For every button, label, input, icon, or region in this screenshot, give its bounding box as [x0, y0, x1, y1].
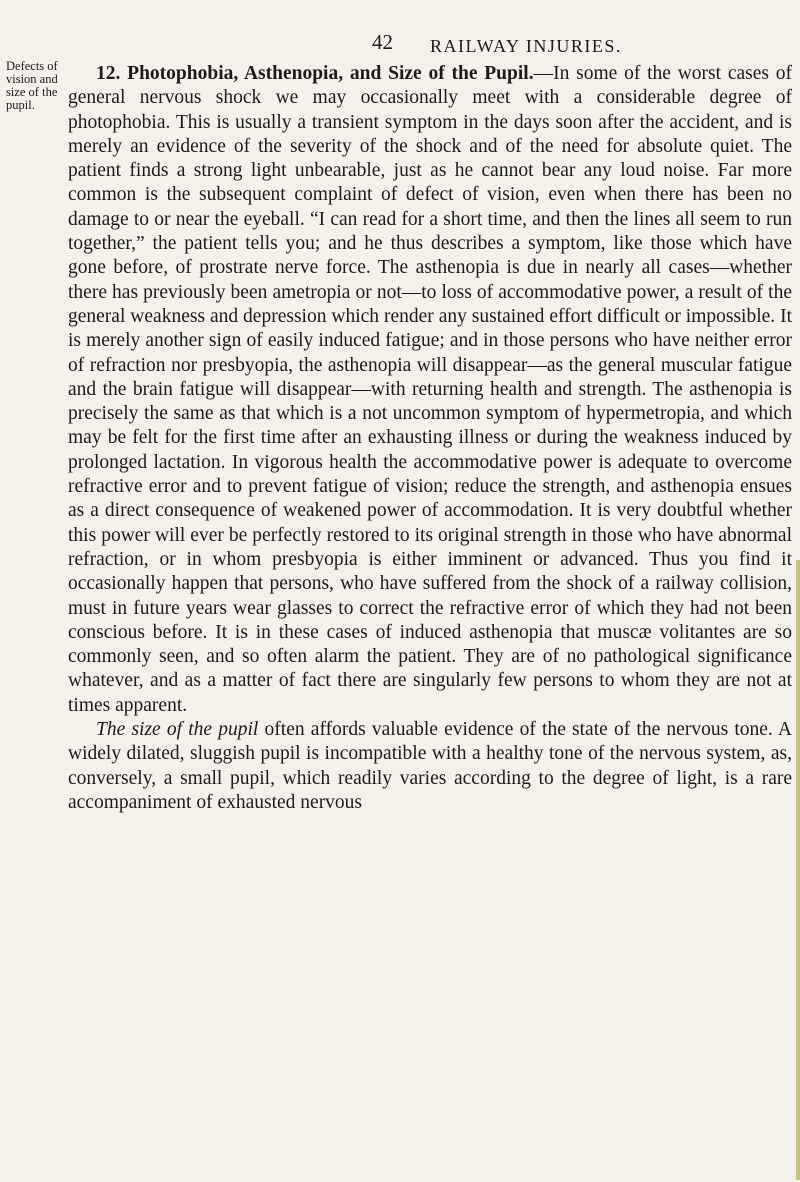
- paragraph-text: —In some of the worst cases of general nervous shock we may occasionally meet with a considerable degree of photophobia. This is usually a transient symptom in the days soon after the accident, and is merely an evidence of the severity of the shock and of the need for absolute quiet. The patient finds a strong light unbearable, just as he cannot bear any loud noise. Far more common is the subsequent complaint of defect of vision, even when there has been no damage to or near the eyeball. “I can read for a short time, and then the lines all seem to run together,” the patient tells you; and he thus describes a symptom, like those which have gone before, of prostrate nerve force. The asthenopia is due in nearly all cases—whether there has previously been ametropia or not—to loss of accommodative power, a result of the general weakness and depression which render any sustained effort difficult or impossible. It is merely another sign of easily induced fatigue; and in those persons who have neither error of refraction nor presbyopia, the asthenopia will disappear—as the general muscular fatigue and the brain fatigue will disappear—with returning health and strength. The asthenopia is precisely the same as that which is a not uncommon symptom of hypermetropia, and which may be felt for the first time after an exhausting illness or during the weakness induced by prolonged lactation. In vigorous health the accommodative power is adequate to overcome refractive error and to prevent fatigue of vision; reduce the strength, and asthenopia ensues as a direct consequence of weakened power of accommodation. It is very doubtful whether this power will ever be perfectly restored to its original strength in those who have abnormal refraction, or in whom presbyopia is either imminent or advanced. Thus you find it occasionally happen that persons, who have suffered from the shock of a railway collision, must in future years wear glasses to correct the refractive error of which they had not been conscious before. It is in these cases of induced asthenopia that muscæ volitantes are so commonly seen, and so often alarm the patient. They are of no pathological significance whatever, and as a matter of fact there are singularly few persons to whom they are not at times apparent.: [68, 63, 792, 716]
- page-number: 42: [372, 30, 393, 54]
- paragraph-pupil: [68, 718, 792, 815]
- page-edge-mark: [796, 560, 800, 1180]
- margin-note: Defects of vision and size of the pupil.: [6, 59, 58, 112]
- text-block: [68, 62, 792, 815]
- italic-phrase: The size of the pupil: [96, 719, 259, 741]
- paragraph-photophobia: [68, 62, 792, 718]
- section-heading: 12. Photophobia, Asthenopia, and Size of the Pupil.: [96, 63, 534, 84]
- paragraph-text-pupil: often affords valuable evidence of the state of the nervous tone. A widely dilated, sluggish pupil is incompatible with a healthy tone of the nervous system, as, conversely, a small pupil, which readily varies according to the degree of light, is a rare accompaniment of exhausted nervous: [68, 719, 793, 813]
- running-head: RAILWAY INJURIES.: [430, 36, 622, 56]
